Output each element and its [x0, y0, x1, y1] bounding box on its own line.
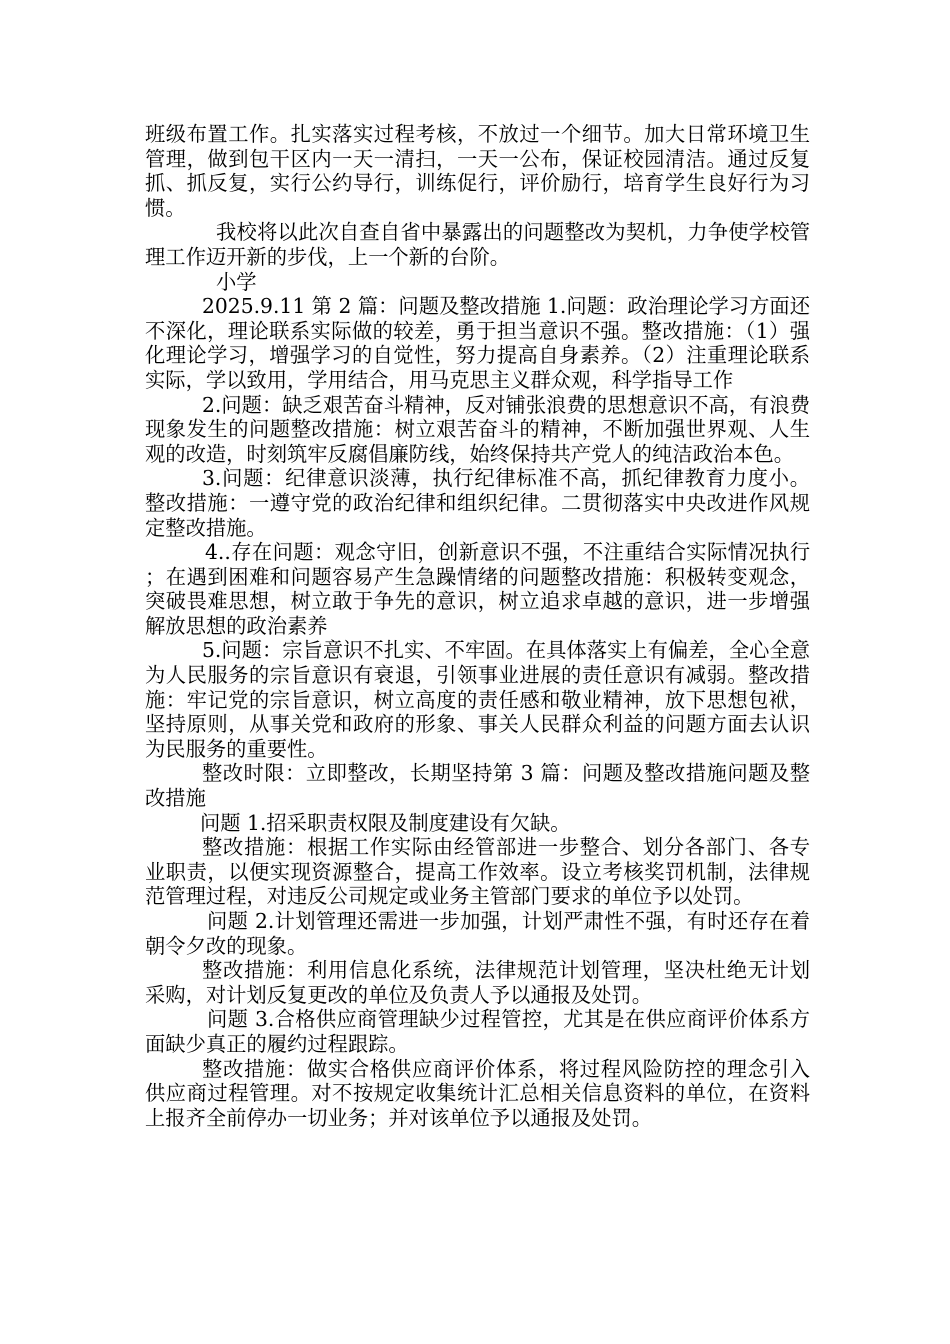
paragraph-signature: 小学: [216, 269, 257, 294]
paragraph-deadline-article-3: 整改时限：立即整改，长期坚持第 3 篇：问题及整改措施问题及整改措施: [145, 761, 810, 811]
paragraph-school-management: 班级布置工作。扎实落实过程考核，不放过一个细节。加大日常环境卫生管理，做到包干区内一天一清扫，一天一公布，保证校园清洁。通过反复抓、抓反复，实行公约导行，训练促行，评价励行，培育学生良好行为习惯。: [145, 122, 810, 220]
document-page: [145, 122, 810, 1130]
paragraph-school-conclusion: 我校将以此次自查自省中暴露出的问题整改为契机，力争使学校管理工作迈开新的步伐，上一个新的台阶。: [145, 220, 810, 269]
paragraph-article-2-problem-1: 2025.9.11 第 2 篇：问题及整改措施 1.问题：政治理论学习方面还不深化，理论联系实际做的较差，勇于担当意识不强。整改措施：（1）强化理论学习，增强学习的自觉性，努力提高自身素养。（2）注重理论联系实际，学以致用，学用结合，用马克思主义群众观，科学指导工作: [145, 294, 810, 392]
paragraph-measure-3: 整改措施：做实合格供应商评价体系，将过程风险防控的理念引入供应商过程管理。对不按规定收集统计汇总相关信息资料的单位，在资料上报齐全前停办一切业务；并对该单位予以通报及处罚。: [145, 1056, 810, 1130]
paragraph-issue-2: 问题 2.计划管理还需进一步加强，计划严肃性不强，有时还存在着朝令夕改的现象。: [145, 909, 810, 958]
paragraph-measure-2: 整改措施：利用信息化系统，法律规范计划管理，坚决杜绝无计划采购，对计划反复更改的单位及负责人予以通报及处罚。: [145, 958, 810, 1007]
paragraph-problem-2: 2.问题：缺乏艰苦奋斗精神，反对铺张浪费的思想意识不高，有浪费现象发生的问题整改措施：树立艰苦奋斗的精神，不断加强世界观、人生观的改造，时刻筑牢反腐倡廉防线，始终保持共产党人的纯洁政治本色。: [145, 392, 810, 466]
paragraph-issue-1: 问题 1.招采职责权限及制度建设有欠缺。: [200, 810, 571, 835]
paragraph-problem-5: 5.问题：宗旨意识不扎实、不牢固。在具体落实上有偏差，全心全意为人民服务的宗旨意识有衰退，引领事业进展的责任意识有减弱。整改措施：牢记党的宗旨意识，树立高度的责任感和敬业精神，放下思想包袱，坚持原则，从事关党和政府的形象、事关人民群众利益的问题方面去认识为民服务的重要性。: [145, 638, 810, 761]
paragraph-issue-3: 问题 3.合格供应商管理缺少过程管控，尤其是在供应商评价体系方面缺少真正的履约过程跟踪。: [145, 1007, 810, 1056]
paragraph-problem-4: 4..存在问题：观念守旧，创新意识不强，不注重结合实际情况执行；在遇到困难和问题容易产生急躁情绪的问题整改措施：积极转变观念，突破畏难思想，树立敢于争先的意识，树立追求卓越的意识，进一步增强解放思想的政治素养: [145, 540, 810, 638]
paragraph-problem-3: 3.问题：纪律意识淡薄，执行纪律标准不高，抓纪律教育力度小。 整改措施：一遵守党的政治纪律和组织纪律。二贯彻落实中央改进作风规定整改措施。: [145, 466, 810, 540]
paragraph-measure-1: 整改措施：根据工作实际由经管部进一步整合、划分各部门、各专业职责，以便实现资源整合，提高工作效率。设立考核奖罚机制，法律规范管理过程，对违反公司规定或业务主管部门要求的单位予以处罚。: [145, 835, 810, 909]
